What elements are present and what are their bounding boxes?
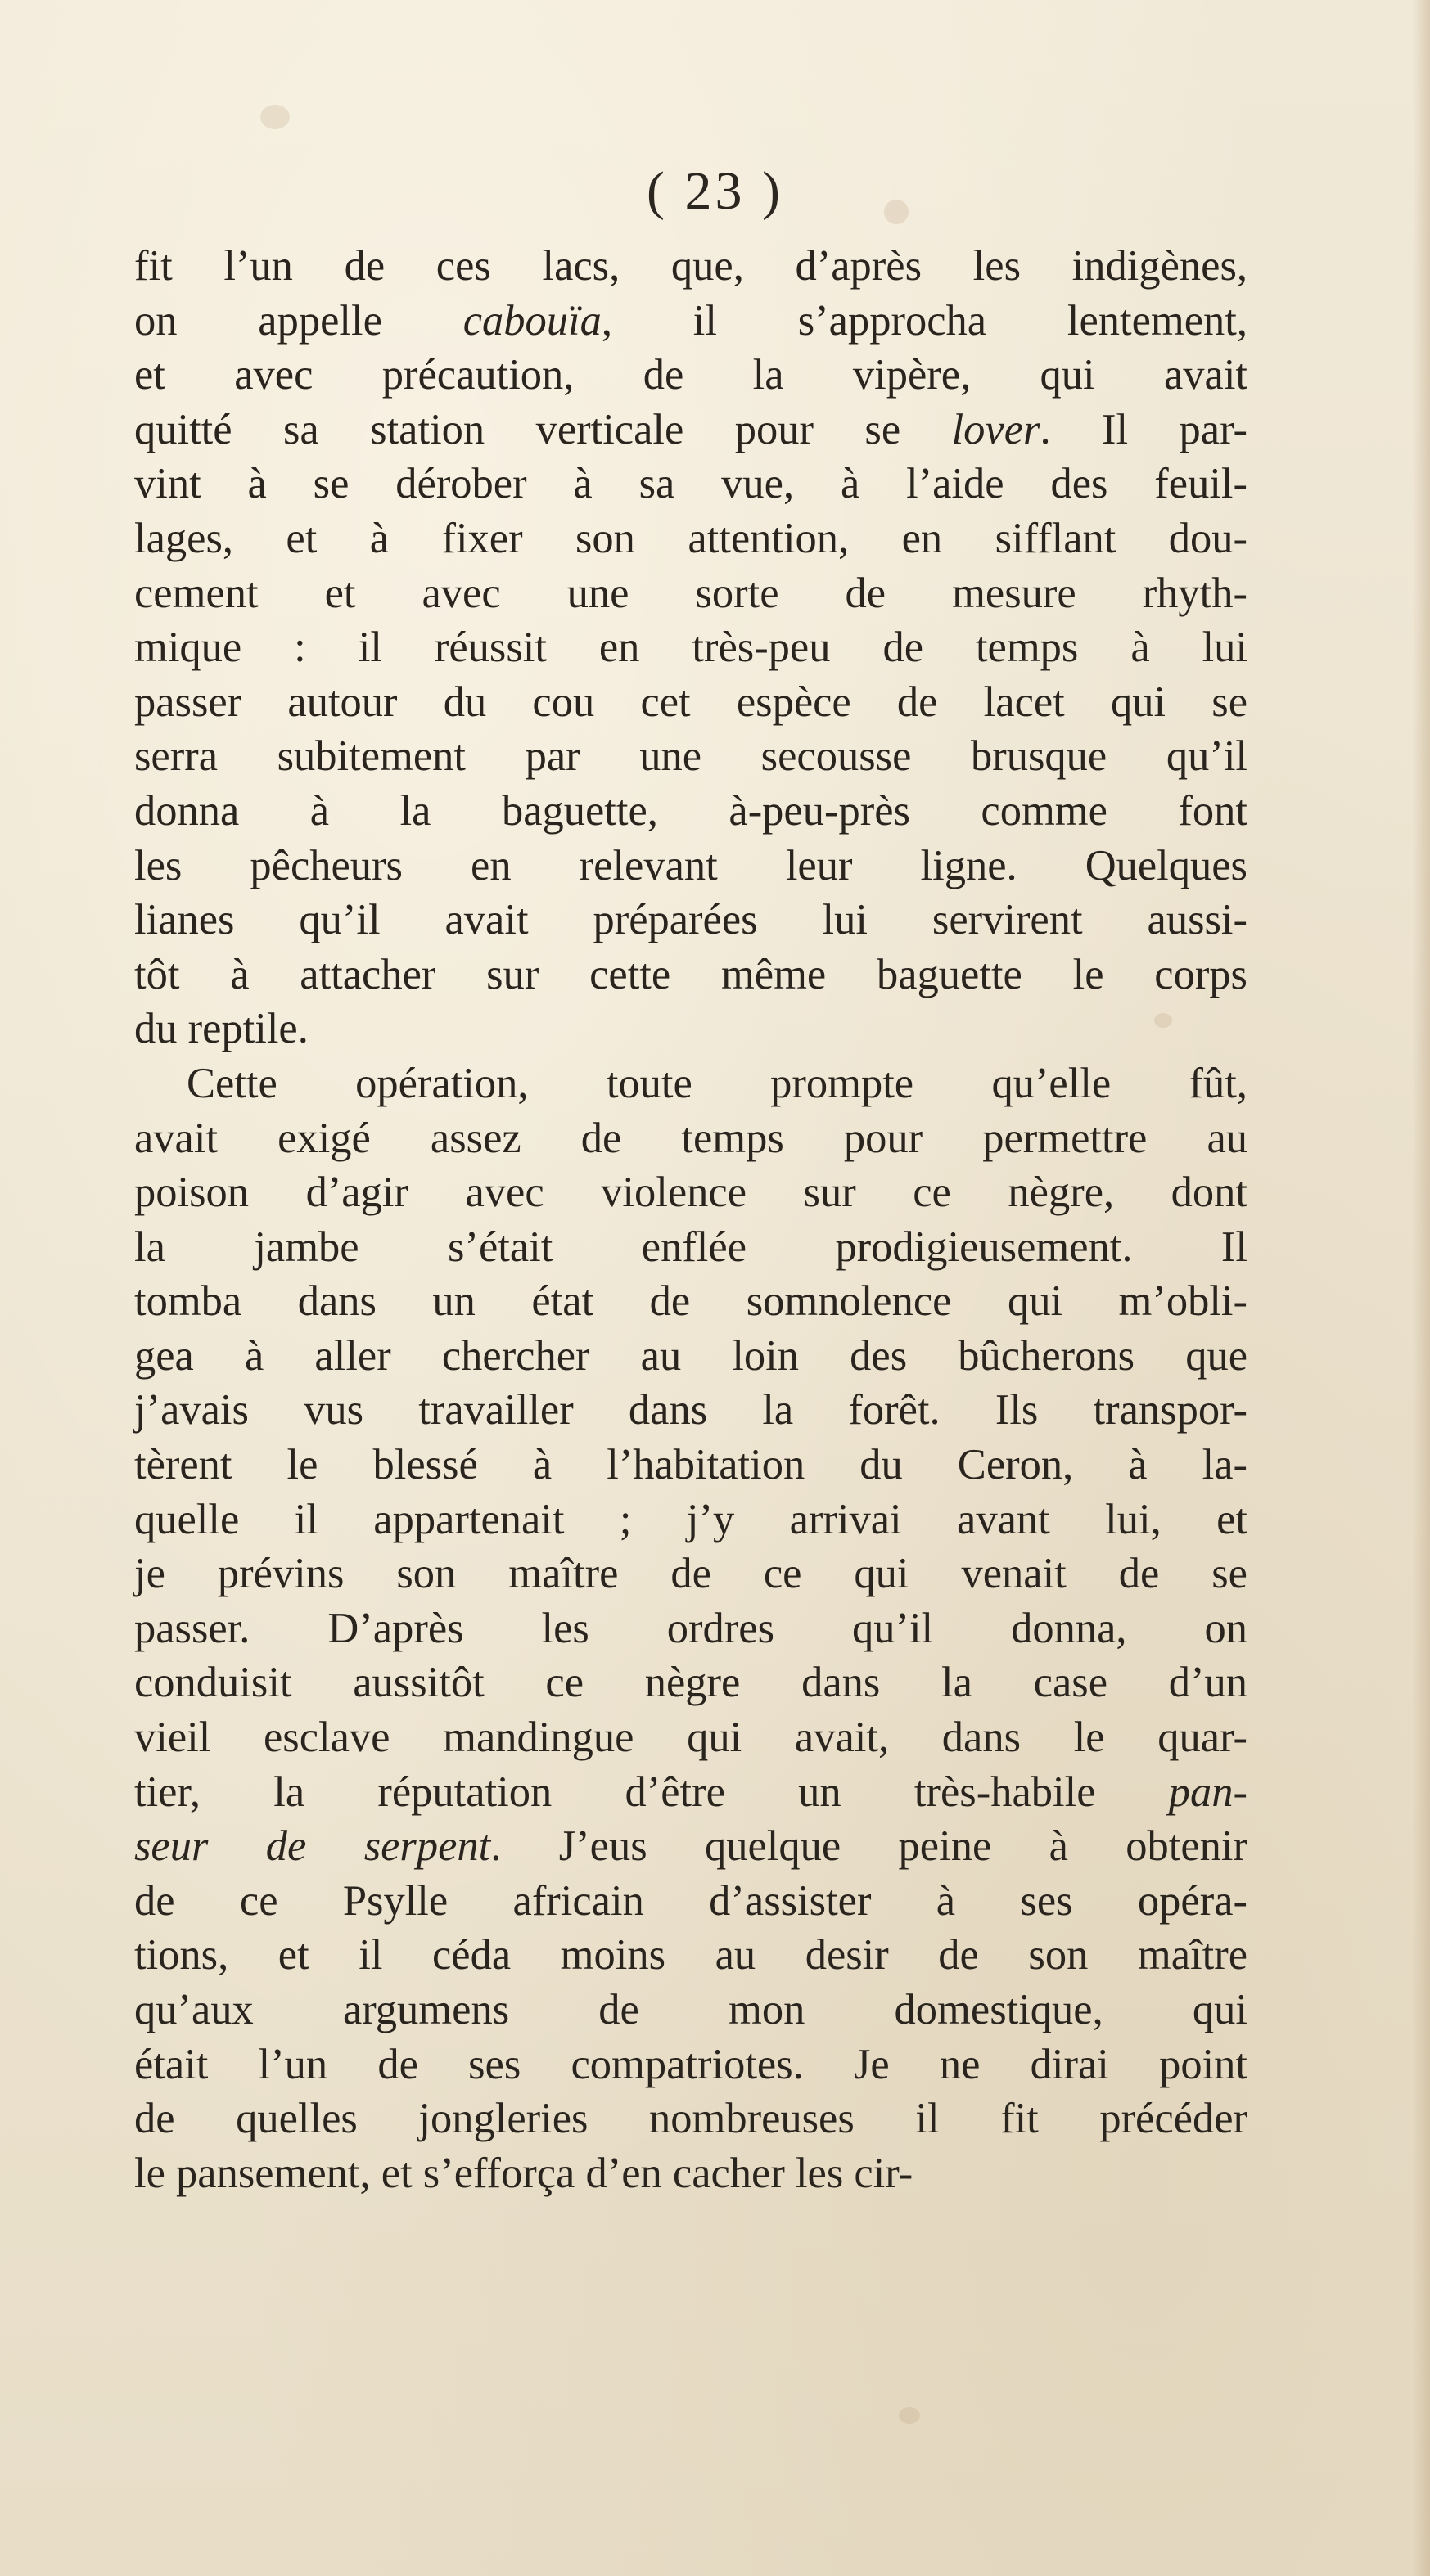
italic-text-run: lover	[951, 405, 1040, 453]
text-run: . Il par-	[1040, 405, 1247, 453]
text-run: les pêcheurs en relevant leur ligne. Quelques	[134, 841, 1247, 889]
text-run: Cette opération, toute prompte qu’elle fût,	[187, 1059, 1247, 1107]
text-run: , il s’approcha lentement,	[601, 296, 1247, 345]
text-line	[134, 1002, 1247, 1056]
text-run: j’avais vus travailler dans la forêt. Ils transpor-	[134, 1386, 1247, 1434]
text-line	[134, 729, 1247, 784]
text-line	[134, 784, 1247, 839]
text-run: passer autour du cou cet espèce de lacet qui se	[134, 678, 1247, 726]
text-line	[134, 457, 1247, 511]
text-line	[134, 348, 1247, 403]
text-run: et avec précaution, de la vipère, qui avait	[134, 351, 1247, 399]
text-line	[134, 1274, 1247, 1329]
text-run: . J’eus quelque peine à obtenir	[490, 1822, 1247, 1871]
text-line	[134, 893, 1247, 948]
italic-text-run: cabouïa	[462, 296, 602, 345]
text-line	[134, 1655, 1247, 1710]
text-run: était l’un de ses compatriotes. Je ne dirai point	[134, 2040, 1247, 2088]
text-run: lages, et à fixer son attention, en sifflant dou-	[134, 514, 1247, 562]
text-line	[134, 1547, 1247, 1601]
text-run: mique : il réussit en très-peu de temps à lui	[134, 624, 1247, 672]
text-line	[134, 403, 1247, 457]
text-run: je prévins son maître de ce qui venait de se	[134, 1550, 1247, 1598]
text-run: vieil esclave mandingue qui avait, dans le quar-	[134, 1714, 1247, 1762]
text-run: quelle il appartenait ; j’y arrivai avant lui, et	[134, 1495, 1247, 1543]
text-line	[134, 1220, 1247, 1275]
text-run: tier, la réputation d’être un très-habile	[134, 1768, 1169, 1816]
text-line	[134, 294, 1247, 349]
text-line	[134, 1165, 1247, 1220]
paper-stain	[899, 2407, 920, 2424]
text-run: conduisit aussitôt ce nègre dans la case d’un	[134, 1659, 1247, 1707]
text-line	[134, 2092, 1247, 2146]
page-number: ( 23 )	[647, 161, 783, 221]
text-line	[134, 1438, 1247, 1493]
body-text	[134, 239, 1247, 2200]
text-run: cement et avec une sorte de mesure rhyth-	[134, 569, 1247, 617]
italic-text-run: seur de serpent	[134, 1822, 491, 1871]
text-line	[134, 1928, 1247, 1983]
text-run: poison d’agir avec violence sur ce nègre, dont	[134, 1169, 1247, 1217]
text-line	[134, 620, 1247, 675]
text-line	[134, 948, 1247, 1002]
italic-text-run: pan-	[1168, 1768, 1247, 1816]
text-line	[134, 1601, 1247, 1656]
text-run: vint à se dérober à sa vue, à l’aide des feuil-	[134, 460, 1247, 508]
text-line	[134, 2038, 1247, 2092]
text-line	[134, 566, 1247, 621]
text-line	[134, 1056, 1247, 1111]
text-run: de quelles jongleries nombreuses il fit précéder	[134, 2095, 1247, 2143]
text-line	[134, 1710, 1247, 1765]
text-line	[134, 511, 1247, 566]
text-run: fit l’un de ces lacs, que, d’après les indigènes,	[134, 242, 1247, 290]
text-run: la jambe s’était enflée prodigieusement. Il	[134, 1223, 1247, 1271]
text-run: lianes qu’il avait préparées lui servirent aussi-	[134, 896, 1247, 944]
text-line	[134, 1383, 1247, 1438]
text-run: qu’aux argumens de mon domestique, qui	[134, 1986, 1247, 2033]
text-run: gea à aller chercher au loin des bûcherons que	[134, 1331, 1247, 1380]
text-line	[134, 1111, 1247, 1166]
text-run: le pansement, et s’efforça d’en cacher les cir-	[134, 2149, 913, 2197]
text-run: passer. D’après les ordres qu’il donna, on	[134, 1604, 1247, 1652]
text-run: on appelle	[134, 296, 463, 345]
text-line	[134, 1983, 1247, 2038]
page-edge	[1412, 0, 1430, 2576]
text-line	[134, 2146, 1247, 2201]
text-run: tèrent le blessé à l’habitation du Ceron, à la-	[134, 1441, 1247, 1489]
text-line	[134, 839, 1247, 894]
text-run: tôt à attacher sur cette même baguette le corps	[134, 950, 1247, 998]
text-line	[134, 1765, 1247, 1820]
text-line	[134, 675, 1247, 730]
paper-stain	[260, 105, 290, 129]
text-run: avait exigé assez de temps pour permettre au	[134, 1114, 1247, 1162]
text-run: quitté sa station verticale pour se	[134, 405, 952, 453]
text-run: tions, et il céda moins au desir de son maître	[134, 1931, 1247, 1979]
text-line	[134, 1874, 1247, 1929]
text-line	[134, 1493, 1247, 1547]
text-line	[134, 239, 1247, 294]
text-line	[134, 1819, 1247, 1874]
text-run: du reptile.	[134, 1005, 309, 1053]
text-run: de ce Psylle africain d’assister à ses opéra-	[134, 1876, 1247, 1925]
text-line	[134, 1329, 1247, 1384]
text-run: tomba dans un état de somnolence qui m’obli-	[134, 1277, 1247, 1326]
text-run: serra subitement par une secousse brusque qu’il	[134, 732, 1247, 781]
text-run: donna à la baguette, à-peu-près comme font	[134, 786, 1247, 835]
